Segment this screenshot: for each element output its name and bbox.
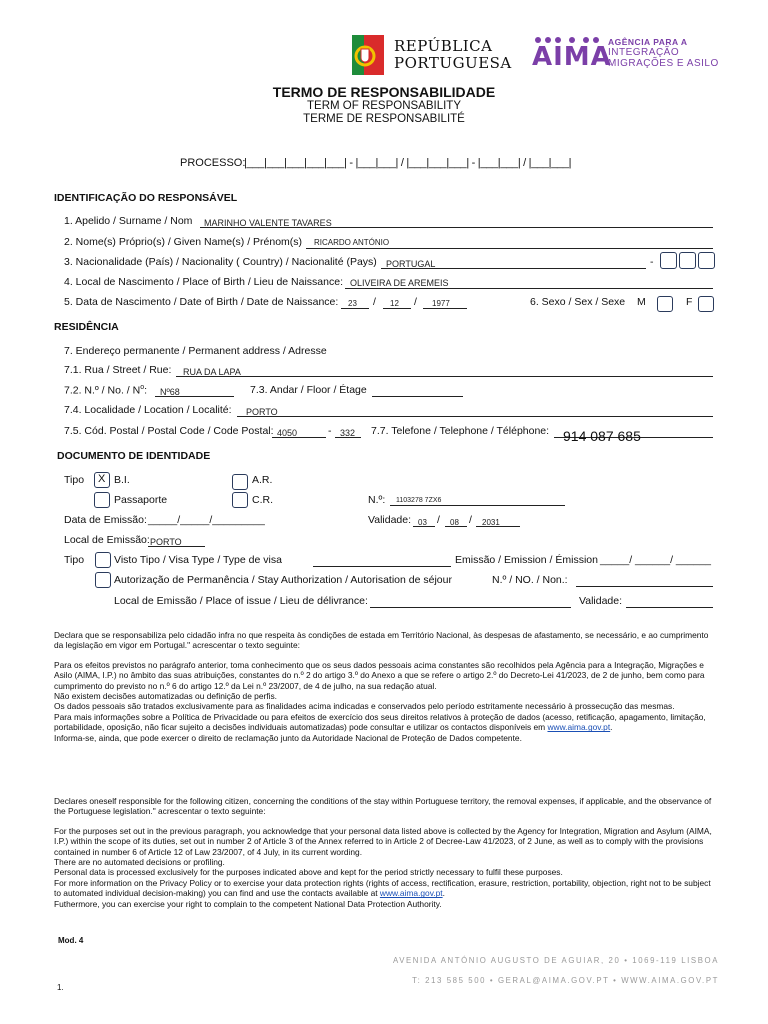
nationality-dash: - [650, 256, 654, 268]
legal-paragraph-2 [54, 660, 714, 743]
legal-paragraph-4 [54, 826, 714, 909]
birth-day-line [341, 308, 369, 309]
aima-line2: INTEGRAÇÃO [608, 47, 680, 58]
bi-checkbox[interactable] [94, 472, 110, 488]
number-label-sup: o [140, 384, 145, 391]
legal-p2-line-a: Para os efeitos previstos no parágrafo anterior, toma conhecimento que os seus dados pessoais acima constantes são recolhidos pela Agência para a Integração, Migrações e Asilo (AIMA, I.P.) no âmbito das suas atribuições, constantes do n.º 2 do artigo 3.º do Anexo a que se refere o artigo 2.º do Decreto-Lei 41/2023, de 2 de junho, bem como para cumprimento do previsto no n.º 6 do artigo 12.º da Lei n.º 23/2007, de 4 de julho, na sua redação atual. [54, 659, 705, 691]
legal-text-en [54, 796, 714, 909]
legal-p2-line-d [54, 712, 714, 733]
expiry-year-field[interactable]: 2031 [482, 518, 500, 527]
sex-f-checkbox[interactable] [698, 296, 714, 312]
section-documento: DOCUMENTO DE IDENTIDADE [57, 450, 211, 462]
bi-label: B.I. [114, 474, 130, 486]
nationality-field[interactable]: PORTUGAL [386, 259, 436, 269]
legal-p2-line-c: Os dados pessoais são tratados exclusivamente para as finalidades acima indicadas e conservados pelo período estritamente necessário à prossecução das mesmas. [54, 701, 675, 712]
page-number: 1. [57, 983, 64, 992]
locality-line [237, 416, 713, 417]
legal-p2-line-b: Não existem decisões automatizadas ou definição de perfis. [54, 691, 277, 702]
stay-number-line[interactable] [576, 586, 713, 587]
given-names-field[interactable]: RICARDO ANTÓNIO [314, 238, 390, 247]
birth-month-line [383, 308, 411, 309]
visa-issue-place-label: Local de Emissão / Place of issue / Lieu de délivrance: [114, 595, 368, 607]
postal-code-field-2[interactable]: 332 [340, 428, 356, 438]
passport-checkbox[interactable] [94, 492, 110, 508]
legal-p4-line-a: For the purposes set out in the previous paragraph, you acknowledge that your personal data listed above is collected by the Agency for Integration, Migration and Asylum (AIMA, I.P.) within the scope of its duties, set out in number 2 of Article 3 of the Annex referred to in Article 2 of Decree-Law 41/2023, of 2 June, as well as to comply with the provisions contained in number 6 of Article 12 of Law 23/2007, of 4 July, in its current wording. [54, 825, 712, 857]
number-field[interactable]: Nº68 [160, 387, 180, 397]
sex-f-label: F [686, 296, 693, 308]
legal-p2-d-text: Para mais informações sobre a Política de Privacidade ou para efeitos de exercício dos seus direitos relativos à proteção de dados (acesso, retificação, apagamento, limitação, portabilidade, oposição, não ficar sujeito a decisões individuais automatizadas) pode consultar e utilizar os contactos disponíveis em [54, 711, 706, 733]
street-line [176, 376, 713, 377]
visa-type-line[interactable] [313, 566, 451, 567]
surname-label: 1. Apelido / Surname / Nom [64, 215, 193, 227]
expiry-label: Validade: [368, 514, 412, 526]
legal-p2-d-end: . [610, 722, 613, 733]
doc-number-label: N.º: [368, 494, 386, 506]
stay-authorization-label: Autorização de Permanência / Stay Authorization / Autorisation de séjour [114, 574, 452, 586]
doc-number-field[interactable]: 1103278 7ZX6 [396, 497, 442, 504]
sex-m-label: M [637, 296, 646, 308]
visa-checkbox[interactable] [95, 552, 111, 568]
visa-type-label: Visto Tipo / Visa Type / Type de visa [114, 554, 282, 566]
locality-label: 7.4. Localidade / Location / Localité: [64, 404, 232, 416]
section-identificacao: IDENTIFICAÇÃO DO RESPONSÁVEL [54, 192, 238, 204]
legal-p2-line-e: Informa-se, ainda, que pode exercer o direito de reclamação junto da Autoridade Nacional de Proteção de Dados competente. [54, 732, 522, 743]
number-label [64, 384, 147, 397]
birth-slash-2: / [414, 296, 417, 308]
aima-line3: MIGRAÇÕES E ASILO [608, 58, 719, 69]
processo-label: PROCESSO: [180, 157, 246, 169]
expiry-month-field[interactable]: 08 [450, 518, 459, 527]
legal-p4-line-c: Personal data is processed exclusively for the purposes indicated above and kept for the period strictly necessary to fulfil these purposes. [54, 867, 563, 878]
republica-portuguesa-logo [352, 35, 512, 75]
cr-checkbox[interactable] [232, 492, 248, 508]
coat-of-arms-icon [352, 35, 384, 75]
birth-year-field[interactable]: 1977 [432, 299, 450, 308]
form-model: Mod. 4 [58, 936, 84, 945]
birth-day-field[interactable]: 23 [348, 299, 357, 308]
aima-link-en[interactable]: www.aima.gov.pt [379, 888, 443, 899]
cr-label: C.R. [252, 494, 273, 506]
given-names-line [306, 248, 713, 249]
doc-type-label: Tipo [64, 474, 85, 486]
postal-code-label: 7.5. Cód. Postal / Postal Code / Code Postal: [64, 425, 274, 437]
issue-place-label: Local de Emissão: [64, 534, 150, 546]
postal-code-dash: - [328, 425, 332, 437]
title-fr: TERME DE RESPONSABILITÉ [303, 113, 465, 125]
birth-slash-1: / [373, 296, 376, 308]
title-main: TERMO DE RESPONSABILIDADE [272, 84, 496, 100]
telephone-field[interactable]: 914 087 685 [563, 428, 641, 444]
legal-text-pt [54, 630, 714, 743]
ar-label: A.R. [252, 474, 273, 486]
visa-validity-line[interactable] [626, 607, 713, 608]
issue-date-field[interactable]: _____/_____/_________ [148, 514, 265, 526]
ar-checkbox[interactable] [232, 474, 248, 490]
visa-issue-place-line[interactable] [370, 607, 571, 608]
expiry-day-field[interactable]: 03 [418, 518, 427, 527]
processo-field[interactable]: |___|___|___|___|___| - |___|___| / |___|___|___| - |___|___| / |___|___| [244, 157, 572, 169]
bi-check-mark: X [98, 473, 106, 485]
visa-emission-label: Emissão / Emission / Émission [455, 554, 598, 566]
footer-address: AVENIDA ANTÓNIO AUGUSTO DE AGUIAR, 20 • 1069-119 LISBOA [392, 956, 719, 965]
country-code-box-2[interactable] [679, 252, 696, 269]
legal-p4-d-text: For more information on the Privacy Policy or to exercise your data protection rights (rights of access, rectification, erasure, restriction, portability, objection, right not to be subject to automated individual decision-making) you can find and use the contacts available at [54, 877, 711, 899]
given-names-label: 2. Nome(s) Próprio(s) / Given Name(s) / Prénom(s) [64, 236, 303, 248]
gov-line2: PORTUGUESA [394, 54, 512, 72]
aima-line1: AGÊNCIA PARA A [608, 37, 688, 47]
expiry-slash-2: / [469, 514, 472, 526]
stay-authorization-checkbox[interactable] [95, 572, 111, 588]
birthdate-label: 5. Data de Nascimento / Date of Birth / Date de Naissance: [64, 296, 339, 308]
street-label: 7.1. Rua / Street / Rue: [64, 364, 172, 376]
legal-p4-line-e: Futhermore, you can exercise your right to complain to the competent National Data Protection Authority. [54, 898, 442, 909]
issue-place-field[interactable]: PORTO [150, 537, 182, 547]
birth-month-field[interactable]: 12 [390, 299, 399, 308]
birthplace-field[interactable]: OLIVEIRA DE AREMEIS [350, 278, 449, 288]
passport-label: Passaporte [114, 494, 168, 506]
country-code-box-3[interactable] [698, 252, 715, 269]
floor-label: 7.3. Andar / Floor / Étage [250, 384, 367, 396]
visa-type-label-prefix: Tipo [64, 554, 85, 566]
country-code-box-1[interactable] [660, 252, 677, 269]
legal-p4-d-end: . [442, 888, 445, 899]
title-en: TERM OF RESPONSABILITY [307, 100, 461, 112]
legal-paragraph-3: Declares oneself responsible for the following citizen, concerning the conditions of the stay within Portuguese territory, the removal expenses, if applicable, and the observance of the Portuguese legislation." acrescentar o texto seguinte: [54, 796, 712, 817]
footer-contacts: T: 213 585 500 • GERAL@AIMA.GOV.PT • WWW.AIMA.GOV.PT [412, 976, 719, 985]
aima-acronym: AIMA [532, 42, 612, 72]
locality-field[interactable]: PORTO [246, 407, 278, 417]
issue-date-label: Data de Emissão: [64, 514, 147, 526]
section-residencia: RESIDÊNCIA [54, 321, 119, 333]
birthplace-line [345, 288, 713, 289]
doc-number-line [390, 505, 565, 506]
expiry-slash-1: / [437, 514, 440, 526]
postal-code-field-1[interactable]: 4050 [277, 428, 298, 438]
legal-paragraph-1: Declara que se responsabiliza pelo cidadão infra no que respeita às condições de estada em Território Nacional, às despesas de afastamento, se necessário, e ao cumprimento da legislação em vigor em Portugal." acrescentar o texto seguinte: [54, 630, 709, 651]
birth-year-line [423, 308, 467, 309]
legal-p4-line-b: There are no automated decisions or profiling. [54, 857, 225, 868]
number-label-colon: : [144, 384, 148, 397]
address-label: 7. Endereço permanente / Permanent address / Adresse [64, 345, 327, 357]
telephone-label: 7.7. Telefone / Telephone / Téléphone: [371, 425, 550, 437]
number-label-text: 7.2. N.º / No. / N [64, 384, 141, 397]
surname-field[interactable]: MARINHO VALENTE TAVARES [204, 218, 332, 228]
visa-validity-label: Validade: [579, 595, 623, 607]
aima-link-pt[interactable]: www.aima.gov.pt [547, 722, 611, 733]
sex-m-checkbox[interactable] [657, 296, 673, 312]
street-field[interactable]: RUA DA LAPA [183, 367, 241, 377]
sex-label: 6. Sexo / Sex / Sexe [530, 296, 626, 308]
gov-line1: REPÚBLICA [394, 37, 493, 55]
birthplace-label: 4. Local de Nascimento / Place of Birth / Lieu de Naissance: [64, 276, 343, 288]
legal-p4-line-d [54, 878, 714, 899]
floor-line[interactable] [372, 396, 463, 397]
stay-number-label: N.º / NO. / Non.: [492, 574, 568, 586]
aima-logo [532, 36, 722, 72]
nationality-label: 3. Nacionalidade (País) / Nacionality ( Country) / Nacionalité (Pays) [64, 256, 377, 268]
visa-emission-field[interactable]: _____/ ______/ ______ [600, 554, 711, 566]
